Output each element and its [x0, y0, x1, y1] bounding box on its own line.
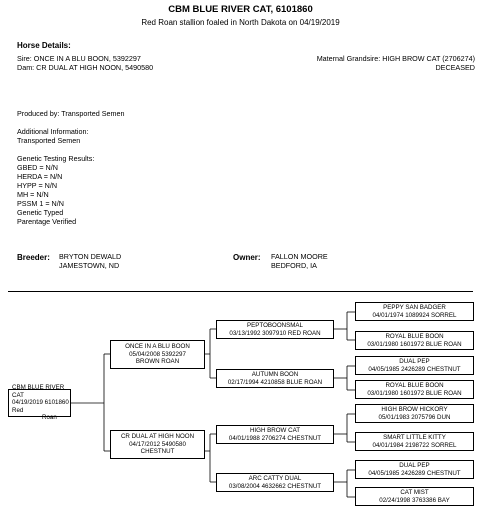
- pedigree-name: SMART LITTLE KITTY: [383, 434, 446, 442]
- pedigree-info: 03/01/1980 1601972 BLUE ROAN: [367, 340, 462, 348]
- pedigree-name: PEPTOBOONSMAL: [247, 322, 303, 330]
- additional-info-label: Additional Information:: [17, 127, 89, 136]
- pedigree-info: BROWN ROAN: [135, 358, 180, 366]
- genetic-item: Genetic Typed: [17, 208, 64, 217]
- pedigree-info: 02/17/1994 4210858 BLUE ROAN: [227, 378, 323, 386]
- genetic-item: HERDA = N/N: [17, 172, 63, 181]
- pedigree-name: HIGH BROW HICKORY: [381, 406, 448, 414]
- pedigree-info: 03/13/1992 3097910 RED ROAN: [229, 329, 321, 337]
- pedigree-gen3: [355, 432, 474, 451]
- genetic-item: HYPP = N/N: [17, 181, 58, 190]
- pedigree-gen3: [355, 404, 474, 423]
- additional-info-value: Transported Semen: [17, 136, 81, 145]
- pedigree-name: CBM BLUE RIVER CAT: [12, 384, 65, 399]
- pedigree-sire-dam: [216, 369, 334, 388]
- pedigree-info: 04/17/2012 5490580: [129, 440, 186, 448]
- maternal-grandsire-line: Maternal Grandsire: HIGH BROW CAT (2706274): [316, 54, 475, 63]
- pedigree-name: ONCE IN A BLU BOON: [125, 343, 190, 351]
- pedigree-sire-sire: [216, 320, 334, 339]
- pedigree-name: PEPPY SAN BADGER: [383, 304, 446, 312]
- pedigree-name: DUAL PEP: [399, 462, 430, 470]
- pedigree-name: ARC CATTY DUAL: [248, 475, 302, 483]
- pedigree-name: DUAL PEP: [399, 358, 430, 366]
- genetic-item: Parentage Verified: [17, 217, 77, 226]
- pedigree-gen3: [355, 331, 474, 350]
- pedigree-name: ROYAL BLUE BOON: [385, 333, 444, 341]
- pedigree-dam-dam: [216, 473, 334, 492]
- pedigree-dam-sire: [216, 425, 334, 444]
- breeder-label: Breeder:: [17, 253, 50, 262]
- pedigree-gen3: [355, 356, 474, 375]
- owner-name: FALLON MOORE: [271, 252, 328, 261]
- breeder-name: BRYTON DEWALD: [59, 252, 122, 261]
- pedigree-info: 05/04/2008 5392297: [129, 350, 186, 358]
- pedigree-name: ROYAL BLUE BOON: [385, 382, 444, 390]
- genetic-testing-label: Genetic Testing Results:: [17, 154, 95, 163]
- pedigree-name: CR DUAL AT HIGH NOON: [120, 433, 195, 441]
- pedigree-subject: [8, 384, 71, 422]
- maternal-grandsire-status: DECEASED: [435, 63, 475, 72]
- pedigree-gen3: [355, 460, 474, 479]
- pedigree-info: Roan: [42, 414, 57, 422]
- pedigree-info: 04/01/1984 2198722 SORREL: [372, 441, 457, 449]
- pedigree-name: AUTUMN BOON: [251, 371, 299, 379]
- produced-by: Produced by: Transported Semen: [17, 109, 125, 118]
- pedigree-info: 03/08/2004 4632662 CHESTNUT: [228, 482, 322, 490]
- owner-label: Owner:: [233, 253, 261, 262]
- pedigree-info: 02/24/1998 3763386 BAY: [379, 496, 450, 504]
- pedigree-gen3: [355, 380, 474, 399]
- pedigree-info: 04/01/1974 1089924 SORREL: [372, 311, 457, 319]
- pedigree-gen3: [355, 487, 474, 506]
- sire-line: Sire: ONCE IN A BLU BOON, 5392297: [17, 54, 141, 63]
- breeder-location: JAMESTOWN, ND: [59, 261, 120, 270]
- pedigree-info: 03/01/1980 1601972 BLUE ROAN: [367, 389, 462, 397]
- pedigree-info: 04/01/1988 2706274 CHESTNUT: [228, 434, 322, 442]
- horse-title: CBM BLUE RIVER CAT, 6101860: [168, 4, 313, 15]
- pedigree-info: 04/05/1985 2426289 CHESTNUT: [368, 469, 461, 477]
- dam-line: Dam: CR DUAL AT HIGH NOON, 5490580: [17, 63, 154, 72]
- pedigree-info: 04/19/2019 6101860 Red: [12, 399, 69, 414]
- horse-subtitle: Red Roan stallion foaled in North Dakota on 04/19/2019: [141, 18, 340, 27]
- genetic-item: MH = N/N: [17, 190, 49, 199]
- pedigree-sire: [110, 340, 205, 369]
- pedigree-dam: [110, 430, 205, 459]
- pedigree-gen3: [355, 302, 474, 321]
- pedigree-name: CAT MIST: [400, 489, 429, 497]
- genetic-item: PSSM 1 = N/N: [17, 199, 64, 208]
- pedigree-info: CHESTNUT: [140, 448, 175, 456]
- owner-location: BEDFORD, IA: [271, 261, 317, 270]
- pedigree-name: HIGH BROW CAT: [249, 427, 301, 435]
- pedigree-info: 04/05/1985 2426289 CHESTNUT: [368, 365, 461, 373]
- genetic-item: GBED = N/N: [17, 163, 58, 172]
- pedigree-info: 05/01/1983 2075796 DUN: [378, 413, 451, 421]
- horse-details-heading: Horse Details:: [17, 41, 71, 50]
